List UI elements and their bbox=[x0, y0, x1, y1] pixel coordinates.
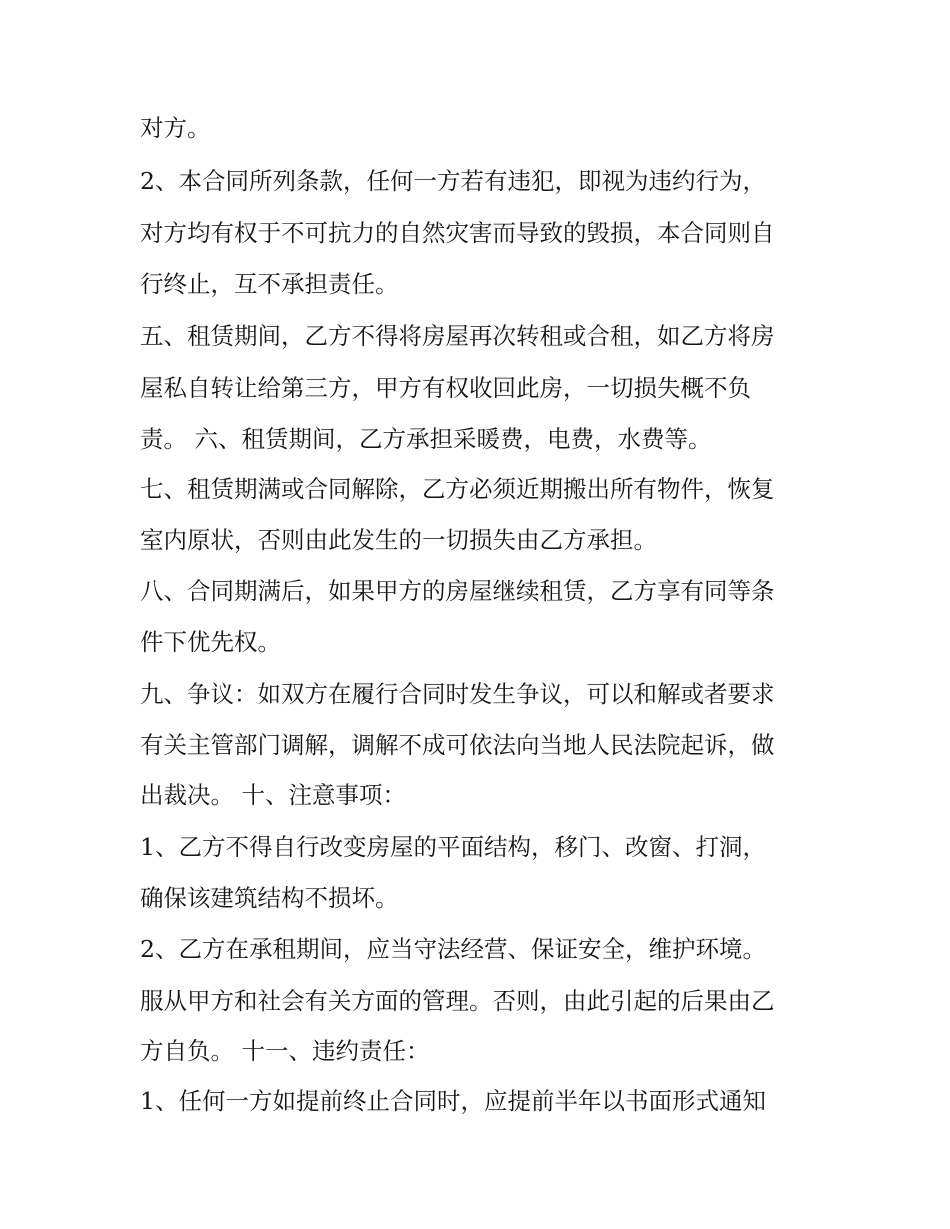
text-line: 有关主管部门调解，调解不成可依法向当地人民法院起诉，做 bbox=[140, 731, 775, 759]
text-line: 对方均有权于不可抗力的自然灾害而导致的毁损，本合同则自 bbox=[140, 219, 775, 247]
text-line: 屋私自转让给第三方，甲方有权收回此房，一切损失概不负 bbox=[140, 374, 751, 402]
text-line: 行终止，互不承担责任。 bbox=[140, 270, 399, 298]
text-line: 对方。 bbox=[140, 114, 211, 142]
text-line: 责。 六、租赁期间，乙方承担采暖费，电费，水费等。 bbox=[140, 425, 712, 453]
text-line: 确保该建筑结构不损坏。 bbox=[140, 884, 399, 912]
text-line: 七、租赁期满或合同解除，乙方必须近期搬出所有物件，恢复 bbox=[140, 475, 775, 503]
text-line: 出裁决。 十、注意事项： bbox=[140, 781, 406, 809]
text-line: 室内原状，否则由此发生的一切损失由乙方承担。 bbox=[140, 526, 657, 554]
text-line: 2、本合同所列条款，任何一方若有违犯，即视为违约行为， bbox=[140, 167, 766, 195]
text-line: 五、租赁期间，乙方不得将房屋再次转租或合租，如乙方将房 bbox=[140, 322, 775, 350]
text-line: 方自负。 十一、违约责任： bbox=[140, 1037, 430, 1065]
text-line: 服从甲方和社会有关方面的管理。否则，由此引起的后果由乙 bbox=[140, 987, 775, 1015]
text-line: 1、乙方不得自行改变房屋的平面结构，移门、改窗、打洞， bbox=[140, 833, 766, 861]
text-line: 2、乙方在承租期间，应当守法经营、保证安全，维护环境。 bbox=[140, 935, 766, 963]
text-line: 1、任何一方如提前终止合同时，应提前半年以书面形式通知 bbox=[140, 1087, 766, 1115]
text-line: 件下优先权。 bbox=[140, 628, 281, 656]
text-line: 九、争议：如双方在履行合同时发生争议，可以和解或者要求 bbox=[140, 680, 775, 708]
text-line: 八、合同期满后，如果甲方的房屋继续租赁，乙方享有同等条 bbox=[140, 577, 775, 605]
